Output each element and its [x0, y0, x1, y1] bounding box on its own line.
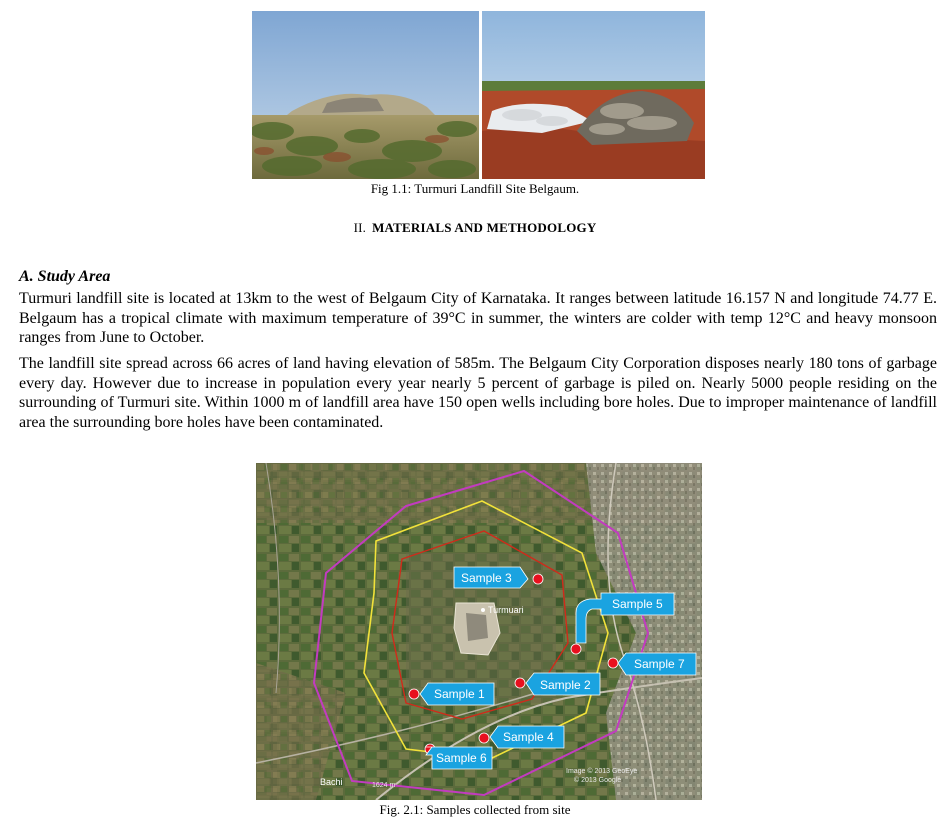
place-label-turmuri: Turmuari	[488, 605, 524, 615]
landfill-photo-right	[482, 11, 705, 179]
map-credit-line-1: Image © 2013 GeoEye	[566, 768, 638, 775]
svg-text:Sample 1: Sample 1	[434, 687, 485, 701]
callout-sample-4	[490, 726, 564, 748]
section-heading	[0, 220, 950, 236]
svg-text:Sample 4: Sample 4	[503, 730, 554, 744]
map-credit-line-2: © 2013 Google	[574, 777, 622, 784]
landfill-photo-left	[252, 11, 479, 179]
svg-text:Sample 2: Sample 2	[540, 678, 591, 692]
figure-1-caption: Fig 1.1: Turmuri Landfill Site Belgaum.	[370, 181, 580, 196]
satellite-map	[256, 463, 702, 800]
figure-2-caption: Fig. 2.1: Samples collected from site	[379, 802, 571, 817]
callout-sample-3	[454, 567, 528, 588]
callout-sample-6	[426, 747, 492, 769]
callout-sample-2	[526, 673, 600, 695]
svg-text:Sample 7: Sample 7	[634, 657, 685, 671]
paragraph-study-area-landfill: The landfill site spread across 66 acres of land having elevation of 585m. The Belgaum City Corporation disposes nearly 180 tons of garbage every day. However due to increase in population every year nearly 5 percent of garbage is piled on. Nearly 5000 people residing on the surrounding of Turmuri site. Within 1000 m of landfill area have 150 open wells including bore holes. Due to improper maintenance of landfill area the surrounding bore holes have been contaminated.	[19, 355, 937, 431]
paragraph-study-area-location: Turmuri landfill site is located at 13km to the west of Belgaum City of Karnataka. It ranges between latitude 16.157 N and longitude 74.77 E. Belgaum has a tropical climate with maximum temperature of 39°C in summer, the winters are colder with temp 12°C and heavy monsoon ranges from June to October.	[19, 290, 937, 346]
section-title: MATERIALS AND METHODOLOGY	[372, 220, 597, 235]
svg-text:Sample 3: Sample 3	[461, 571, 512, 585]
subsection-heading: A. Study Area	[19, 268, 111, 285]
section-number: II.	[353, 220, 367, 235]
svg-text:Sample 5: Sample 5	[612, 597, 663, 611]
callout-sample-7	[618, 653, 696, 675]
callout-sample-1	[420, 683, 494, 705]
map-scale-label: 1624 m	[372, 782, 396, 789]
place-label-bachi: Bachi	[320, 777, 343, 787]
svg-text:Sample 6: Sample 6	[436, 751, 487, 765]
